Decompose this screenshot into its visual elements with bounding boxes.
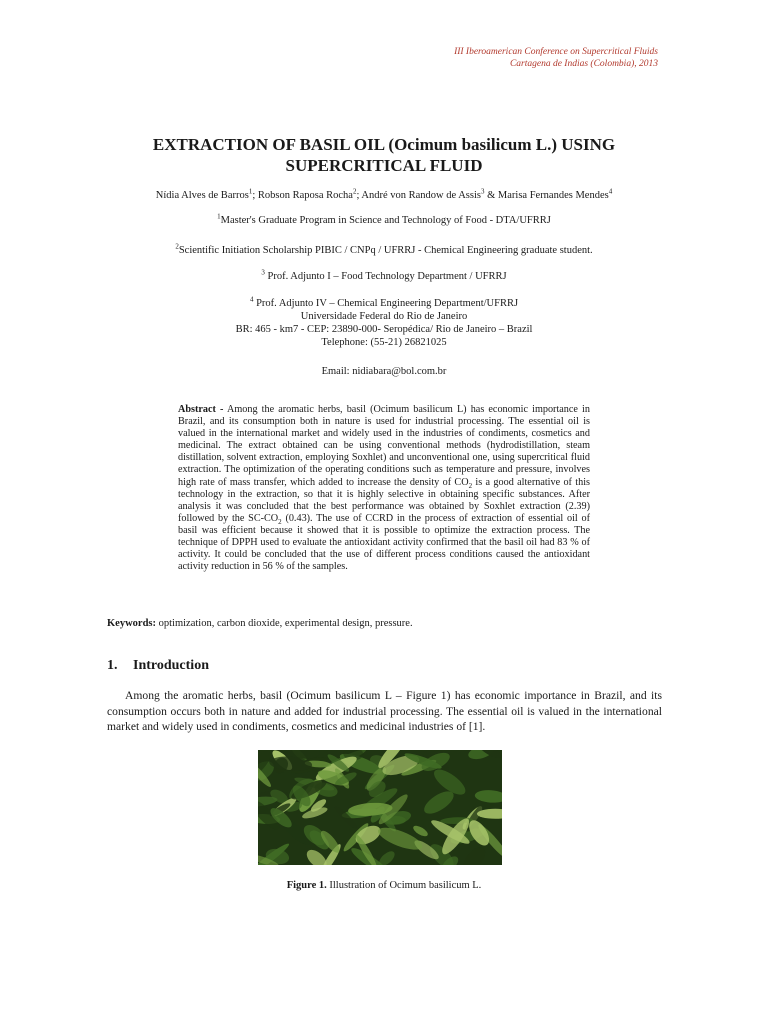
author-name: Marisa Fernandes Mendes <box>497 190 609 201</box>
figure-label: Figure 1. <box>286 880 327 891</box>
abstract-text: (0.43). The use of CCRD in the process of extraction of essential oil of basil was efficient because it showed that it is possible to optimize the extraction process. The technique of DPPH used to evaluate the antioxidant activity confirmed that the basil oil had 83 % of activity. It could be concluded that the use of different process conditions caused the antioxidant activity reduction in 56 % of the samples. <box>178 512 590 573</box>
section-number: 1. <box>107 658 118 673</box>
basil-leaves-image <box>258 750 502 865</box>
author-affiliation-mark: 2 <box>352 187 357 196</box>
conference-location: Cartagena de Indias (Colombia), 2013 <box>509 59 658 69</box>
affiliation-text: Scientific Initiation Scholarship PIBIC / CNPq / UFRRJ - Chemical Engineering graduate student. <box>178 245 593 256</box>
title-line-2: SUPERCRITICAL FLUID <box>285 156 483 175</box>
affiliation-4 <box>100 297 668 349</box>
basil-photo <box>258 750 502 865</box>
author-list <box>100 189 668 203</box>
affiliation-mark: 3 <box>261 268 265 277</box>
section-heading <box>107 658 209 674</box>
postal-address: BR: 465 - km7 - CEP: 23890-000- Seropédica/ Rio de Janeiro – Brazil <box>235 324 533 335</box>
abstract-text: is a good alternative of this technology in the extraction, so that it is highly selective in obtaining specific substances. After analysis it was concluded that the best performance was obtained by Soxhlet extraction (2.39) followed by the SC-CO <box>178 476 590 524</box>
figure-caption-text: Illustration of Ocimum basilicum L. <box>326 880 482 891</box>
conference-name: III Iberoamerican Conference on Supercritical Fluids <box>454 47 658 57</box>
author-separator: ; <box>356 190 362 201</box>
affiliation-mark: 2 <box>175 242 179 251</box>
email-address: Email: nidiabara@bol.com.br <box>321 366 447 377</box>
abstract <box>178 404 590 573</box>
university-name: Universidade Federal do Rio de Janeiro <box>300 311 468 322</box>
title-line-1: EXTRACTION OF BASIL OIL (Ocimum basilicum L.) USING <box>152 135 616 154</box>
affiliation-mark: 4 <box>249 295 254 304</box>
affiliation-1 <box>100 214 668 227</box>
conference-header <box>454 46 658 70</box>
paper-title <box>100 134 668 176</box>
author-affiliation-mark: 3 <box>480 187 485 196</box>
author-separator: ; <box>252 190 258 201</box>
keywords-label: Keywords: <box>107 618 156 629</box>
affiliation-3 <box>100 270 668 283</box>
keywords <box>107 618 413 629</box>
author-separator: & <box>484 190 498 201</box>
subscript: 2 <box>278 517 282 526</box>
author-affiliation-mark: 4 <box>608 187 613 196</box>
abstract-label: Abstract - <box>178 404 224 415</box>
section-title: Introduction <box>133 658 209 673</box>
author-name: Nídia Alves de Barros <box>155 190 249 201</box>
affiliation-text: Prof. Adjunto IV – Chemical Engineering Department/UFRRJ <box>253 298 519 309</box>
affiliation-mark: 1 <box>217 212 221 221</box>
introduction-paragraph: Among the aromatic herbs, basil (Ocimum basilicum L – Figure 1) has economic importance in Brazil, and its consumption occurs both in nature and added for industrial processing. The essential oil is valued in the international market and widely used in condiments, cosmetics and medicinal industries of [1]. <box>107 689 662 733</box>
author-name: André von Randow de Assis <box>361 190 481 201</box>
keywords-text: optimization, carbon dioxide, experimental design, pressure. <box>156 618 413 629</box>
figure-caption <box>100 880 668 891</box>
affiliation-text: Prof. Adjunto I – Food Technology Department / UFRRJ <box>264 271 507 282</box>
affiliation-2 <box>100 244 668 257</box>
author-affiliation-mark: 1 <box>248 187 253 196</box>
author-name: Robson Raposa Rocha <box>257 190 353 201</box>
telephone: Telephone: (55-21) 26821025 <box>321 337 447 348</box>
abstract-text: Among the aromatic herbs, basil (Ocimum basilicum L) has economic importance in Brazil, and its consumption both in nature is used for industrial processing. The essential oil is valued in the international market and widely used in the industries of condiments, cosmetics and medicinal. The extract obtained can be using conventional methods (hydrodistillation, steam distillation, solvent extraction, employing Soxhlet) and unconventional one, using supercritical fluid extraction. The optimization of the operating conditions such as temperature and pressure, involves high rate of mass transfer, which added to increase the density of CO <box>178 404 590 488</box>
affiliation-text: Master's Graduate Program in Science and Technology of Food - DTA/UFRRJ <box>220 215 551 226</box>
subscript: 2 <box>468 481 473 490</box>
